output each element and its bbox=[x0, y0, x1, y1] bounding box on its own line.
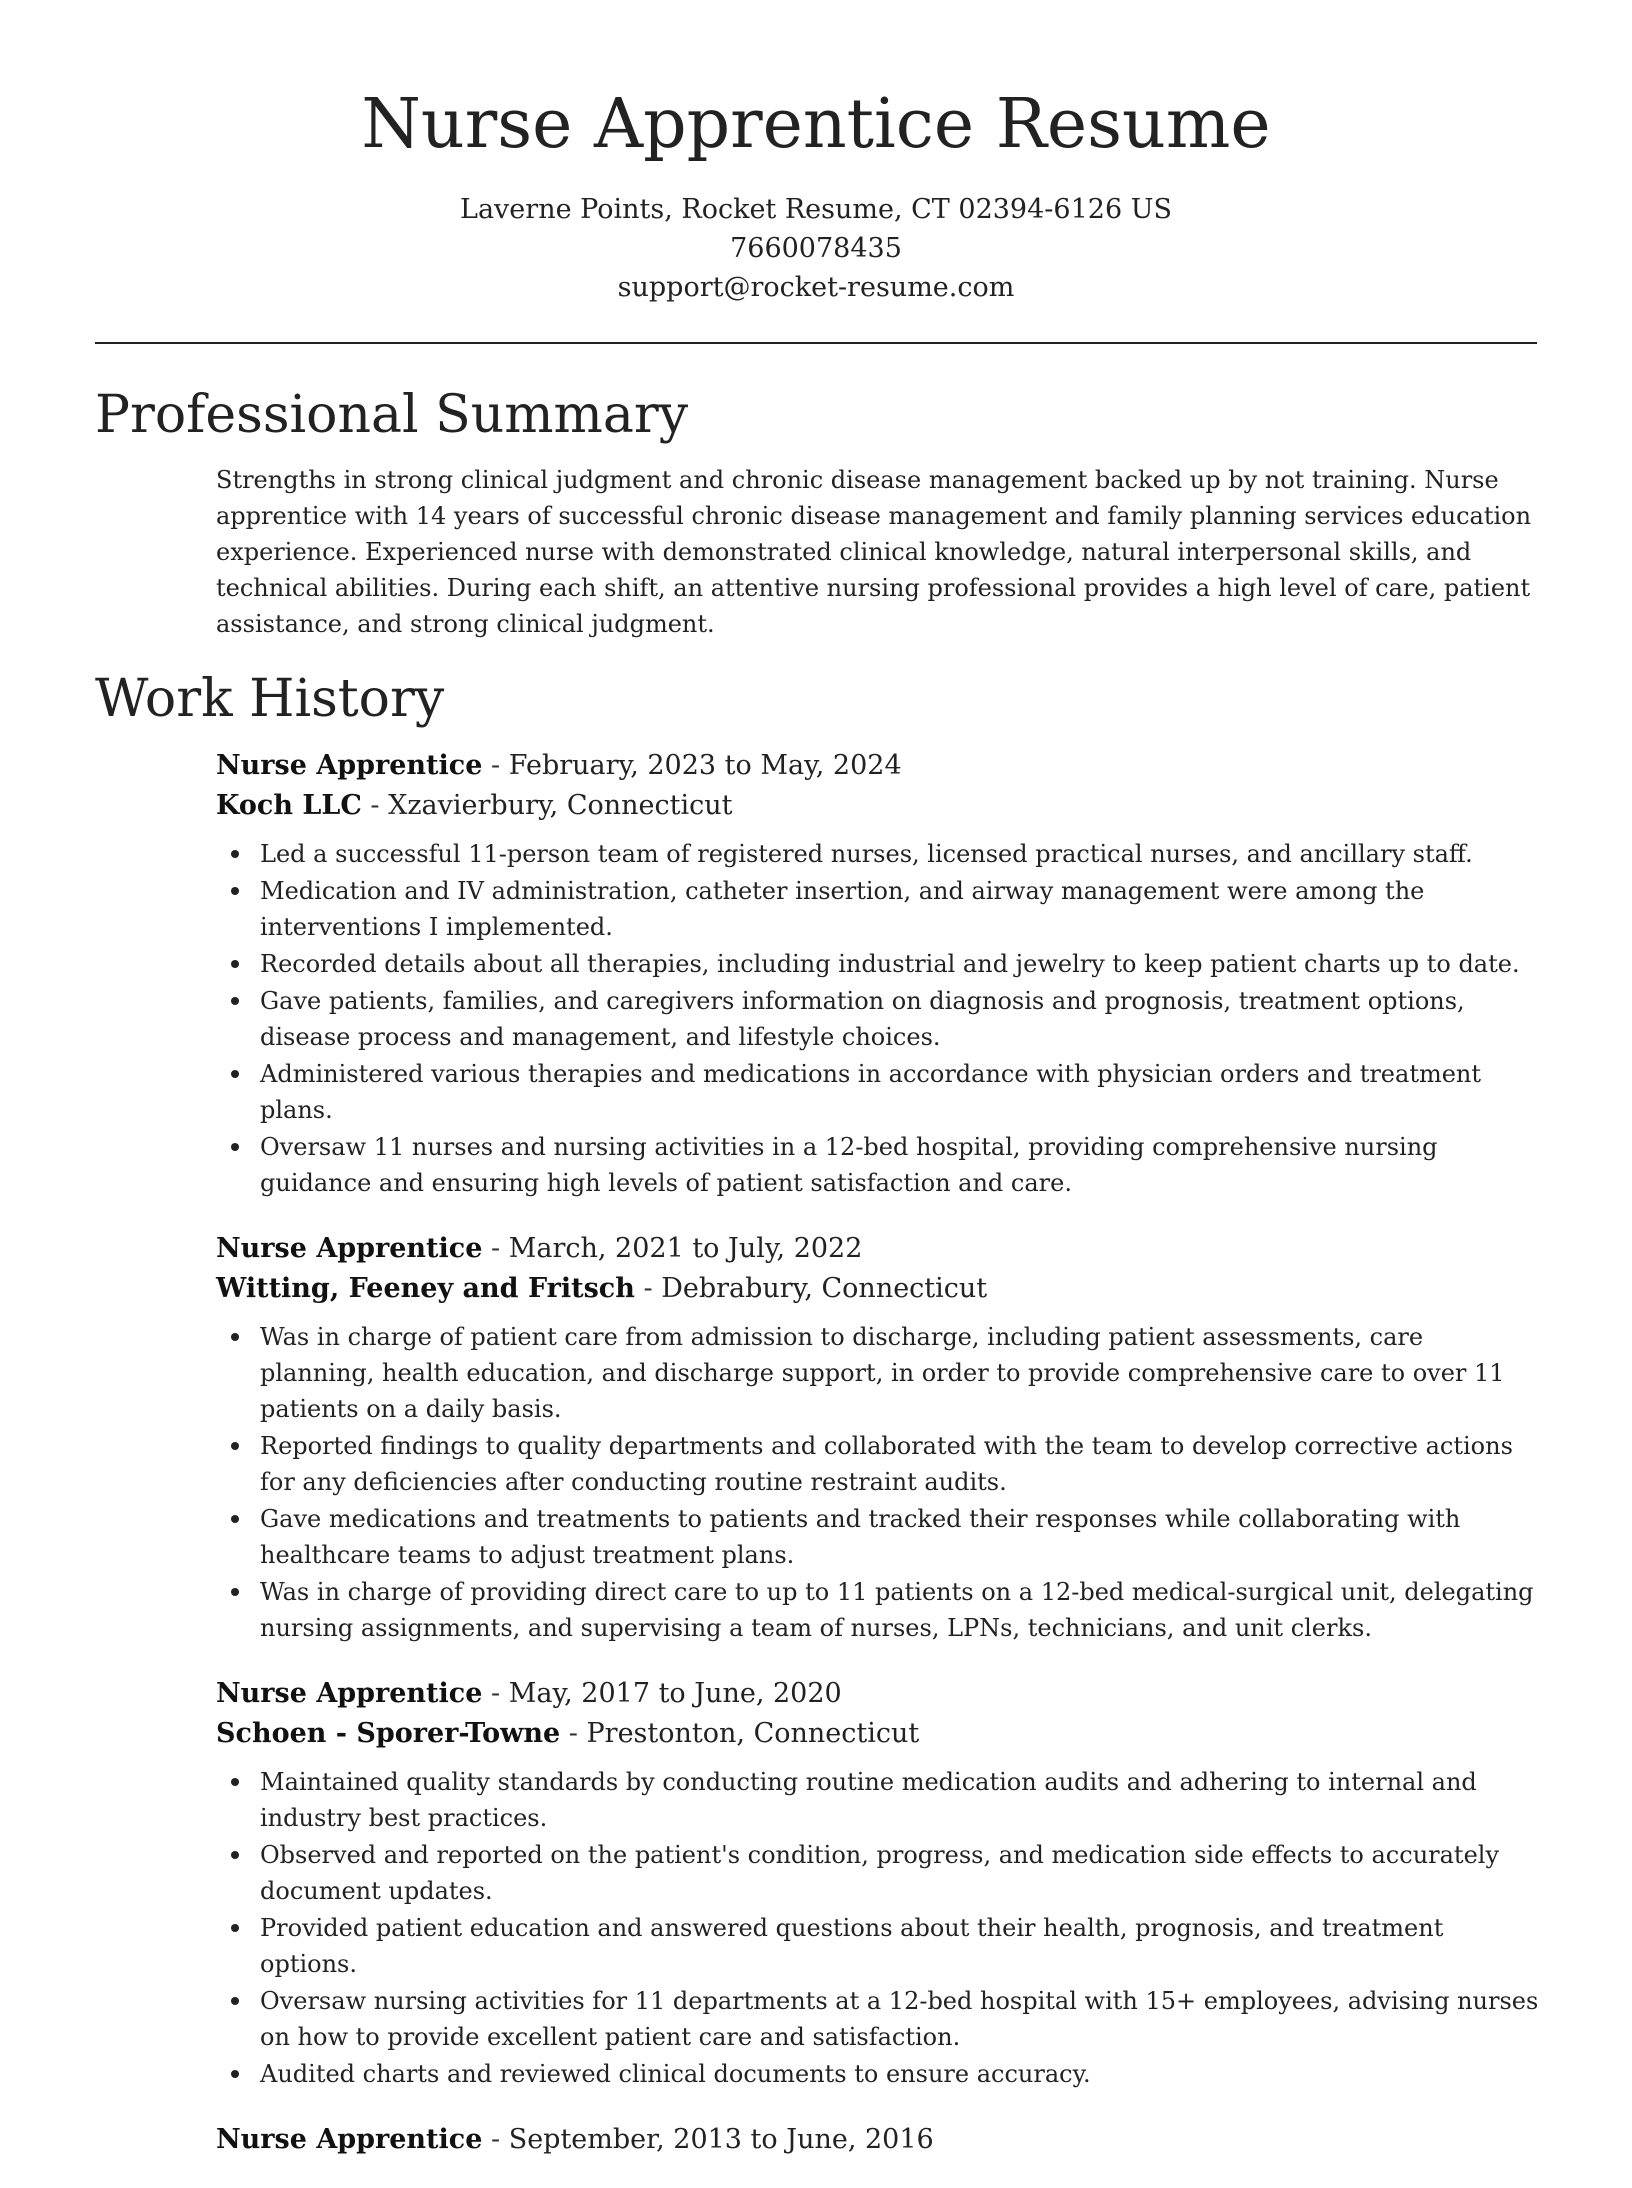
job-company-line: Witting, Feeney and Fritsch - Debrabury, Connecticut bbox=[216, 1273, 988, 1304]
job-title-line: Nurse Apprentice - March, 2021 to July, 2022 bbox=[216, 1233, 863, 1264]
work-history-list bbox=[216, 746, 1541, 2188]
job-title: Nurse Apprentice bbox=[216, 1678, 483, 1709]
job-title-line: Nurse Apprentice - May, 2017 to June, 2020 bbox=[216, 1678, 842, 1709]
job-dates: September, 2013 to June, 2016 bbox=[508, 2124, 934, 2155]
job-company: Schoen - Sporer-Towne bbox=[216, 1718, 561, 1749]
job-company-line: Koch LLC - Xzavierbury, Connecticut bbox=[216, 790, 733, 821]
job-company: Witting, Feeney and Fritsch bbox=[216, 1273, 635, 1304]
job-title-line: Nurse Apprentice - September, 2013 to June, 2016 bbox=[216, 2124, 934, 2155]
job-duty: Provided patient education and answered questions about their health, prognosis, and treatment options. bbox=[260, 1910, 1541, 1982]
job-location: Prestonton, Connecticut bbox=[586, 1718, 920, 1749]
contact-email: support@rocket-resume.com bbox=[617, 272, 1015, 303]
job-entry bbox=[216, 1229, 1541, 1646]
job-duty: Oversaw nursing activities for 11 departments at a 12-bed hospital with 15+ employees, advising nurses on how to provide excellent patient care and satisfaction. bbox=[260, 1983, 1541, 2055]
contact-address: Laverne Points, Rocket Resume, CT 02394-6126 US bbox=[460, 194, 1172, 225]
job-duties bbox=[216, 1319, 1541, 1646]
job-duty: Audited charts and reviewed clinical documents to ensure accuracy. bbox=[260, 2056, 1541, 2092]
job-entry bbox=[216, 2120, 1541, 2160]
work-history-heading: Work History bbox=[95, 669, 445, 729]
job-duty: Gave patients, families, and caregivers information on diagnosis and prognosis, treatment options, disease process and management, and lifestyle choices. bbox=[260, 983, 1541, 1055]
job-duty: Was in charge of providing direct care to up to 11 patients on a 12-bed medical-surgical unit, delegating nursing assignments, and supervising a team of nurses, LPNs, technicians, and unit clerks. bbox=[260, 1574, 1541, 1646]
job-dates: May, 2017 to June, 2020 bbox=[508, 1678, 842, 1709]
header-divider bbox=[95, 342, 1537, 344]
job-duties bbox=[216, 1764, 1541, 2092]
job-duty: Maintained quality standards by conducting routine medication audits and adhering to internal and industry best practices. bbox=[260, 1764, 1541, 1836]
job-duty: Medication and IV administration, catheter insertion, and airway management were among the interventions I implemented. bbox=[260, 873, 1541, 945]
job-entry bbox=[216, 746, 1541, 1201]
job-company-line: Schoen - Sporer-Towne - Prestonton, Connecticut bbox=[216, 1718, 920, 1749]
job-duty: Administered various therapies and medications in accordance with physician orders and treatment plans. bbox=[260, 1056, 1541, 1128]
job-duty: Recorded details about all therapies, including industrial and jewelry to keep patient charts up to date. bbox=[260, 946, 1541, 982]
job-location: Debrabury, Connecticut bbox=[661, 1273, 988, 1304]
job-title: Nurse Apprentice bbox=[216, 1233, 483, 1264]
job-company: Koch LLC bbox=[216, 790, 362, 821]
job-duty: Observed and reported on the patient's condition, progress, and medication side effects to accurately document updates. bbox=[260, 1837, 1541, 1909]
contact-info bbox=[0, 190, 1632, 307]
job-duty: Was in charge of patient care from admission to discharge, including patient assessments, care planning, health education, and discharge support, in order to provide comprehensive care to over 11 patients on a daily basis. bbox=[260, 1319, 1541, 1427]
job-title: Nurse Apprentice bbox=[216, 2124, 483, 2155]
job-duty: Reported findings to quality departments and collaborated with the team to develop corrective actions for any deficiencies after conducting routine restraint audits. bbox=[260, 1428, 1541, 1500]
job-dates: February, 2023 to May, 2024 bbox=[508, 750, 902, 781]
resume-title: Nurse Apprentice Resume bbox=[361, 85, 1271, 164]
job-duties bbox=[216, 836, 1541, 1201]
job-duty: Gave medications and treatments to patients and tracked their responses while collaborating with healthcare teams to adjust treatment plans. bbox=[260, 1501, 1541, 1573]
job-duty: Oversaw 11 nurses and nursing activities in a 12-bed hospital, providing comprehensive nursing guidance and ensuring high levels of patient satisfaction and care. bbox=[260, 1129, 1541, 1201]
professional-summary-heading: Professional Summary bbox=[95, 385, 689, 445]
job-duty: Led a successful 11-person team of registered nurses, licensed practical nurses, and ancillary staff. bbox=[260, 836, 1541, 872]
professional-summary-text: Strengths in strong clinical judgment and chronic disease management backed up by not training. Nurse apprentice with 14 years of successful chronic disease management and family planning services education experience. Experienced nurse with demonstrated clinical knowledge, natural interpersonal skills, and technical abilities. During each shift, an attentive nursing professional provides a high level of care, patient assistance, and strong clinical judgment. bbox=[216, 466, 1532, 638]
contact-phone: 7660078435 bbox=[730, 233, 902, 264]
job-location: Xzavierbury, Connecticut bbox=[388, 790, 733, 821]
job-entry bbox=[216, 1674, 1541, 2092]
job-dates: March, 2021 to July, 2022 bbox=[508, 1233, 863, 1264]
job-title-line: Nurse Apprentice - February, 2023 to May, 2024 bbox=[216, 750, 902, 781]
job-title: Nurse Apprentice bbox=[216, 750, 483, 781]
